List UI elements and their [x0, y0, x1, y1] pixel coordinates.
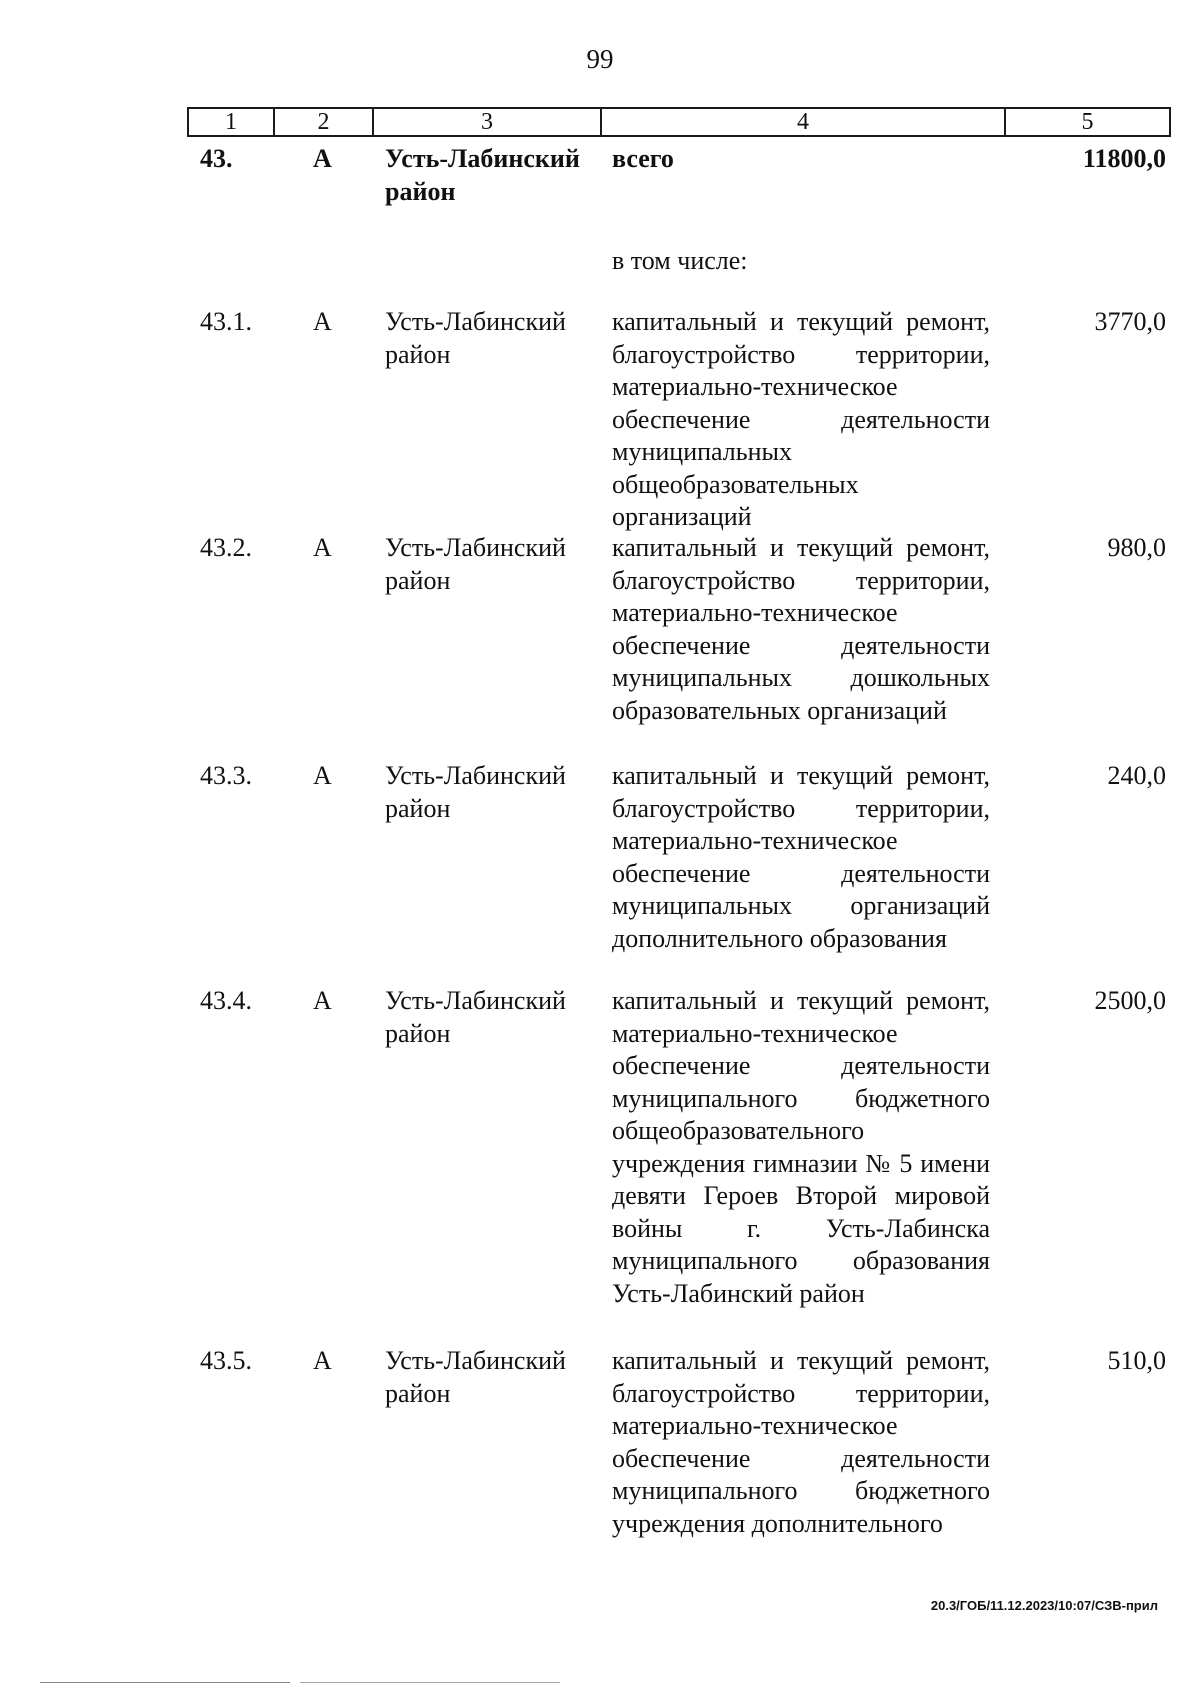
column-header-4: 4 [602, 109, 1006, 135]
row-number: 43.3. [200, 761, 252, 790]
column-header-5: 5 [1081, 109, 1094, 135]
row-number: 43.4. [200, 986, 252, 1015]
row-category: А [313, 307, 332, 336]
scan-edge-line [40, 1682, 290, 1683]
column-header-row [187, 107, 1171, 137]
row-purpose: капитальный и текущий ремонт, материально-техническое обеспечение деятельности муниципального бюджетного общеобразовательного учреждения гимназии № 5 имени девяти Героев Второй мировой войны г. Усть-Лабинска муниципального образования Усть-Лабинский район [612, 986, 990, 1308]
row-amount: 11800,0 [1082, 144, 1166, 173]
row-purpose: капитальный и текущий ремонт, благоустройство территории, материально-техническое обеспечение деятельности муниципального бюджетного учреждения дополнительного [612, 1346, 990, 1538]
row-number: 43.1. [200, 307, 252, 336]
subnote-including: в том числе: [612, 246, 748, 275]
row-amount: 240,0 [1107, 761, 1166, 790]
row-number: 43.2. [200, 533, 252, 562]
row-district: Усть-Лабинский район [385, 307, 566, 369]
row-category: А [313, 144, 332, 173]
row-district: Усть-Лабинский район [385, 533, 566, 595]
row-purpose: капитальный и текущий ремонт, благоустройство территории, материально-техническое обеспечение деятельности муниципальных общеобразовательных организаций [612, 307, 990, 531]
document-code: 20.3/ГОБ/11.12.2023/10:07/СЗВ-прил [930, 1598, 1158, 1613]
row-category: А [313, 1346, 332, 1375]
row-amount: 980,0 [1107, 533, 1166, 562]
page-number: 99 [586, 44, 614, 74]
row-category: А [313, 986, 332, 1015]
row-amount: 2500,0 [1094, 986, 1166, 1015]
row-district: Усть-Лабинский район [385, 761, 566, 823]
row-district: Усть-Лабинский район [385, 144, 580, 206]
row-purpose: капитальный и текущий ремонт, благоустройство территории, материально-техническое обеспечение деятельности муниципальных дошкольных образовательных организаций [612, 533, 990, 725]
row-amount: 3770,0 [1094, 307, 1166, 336]
row-category: А [313, 533, 332, 562]
column-header-1: 1 [189, 109, 275, 135]
row-amount: 510,0 [1107, 1346, 1166, 1375]
row-purpose: всего [612, 144, 674, 173]
scan-edge-line [300, 1682, 560, 1683]
row-category: А [313, 761, 332, 790]
row-number: 43.5. [200, 1346, 252, 1375]
column-header-2: 2 [275, 109, 374, 135]
row-district: Усть-Лабинский район [385, 986, 566, 1048]
row-purpose: капитальный и текущий ремонт, благоустройство территории, материально-техническое обеспечение деятельности муниципальных организаций дополнительного образования [612, 761, 990, 953]
column-header-3: 3 [374, 109, 602, 135]
row-district: Усть-Лабинский район [385, 1346, 566, 1408]
row-number: 43. [200, 144, 233, 173]
